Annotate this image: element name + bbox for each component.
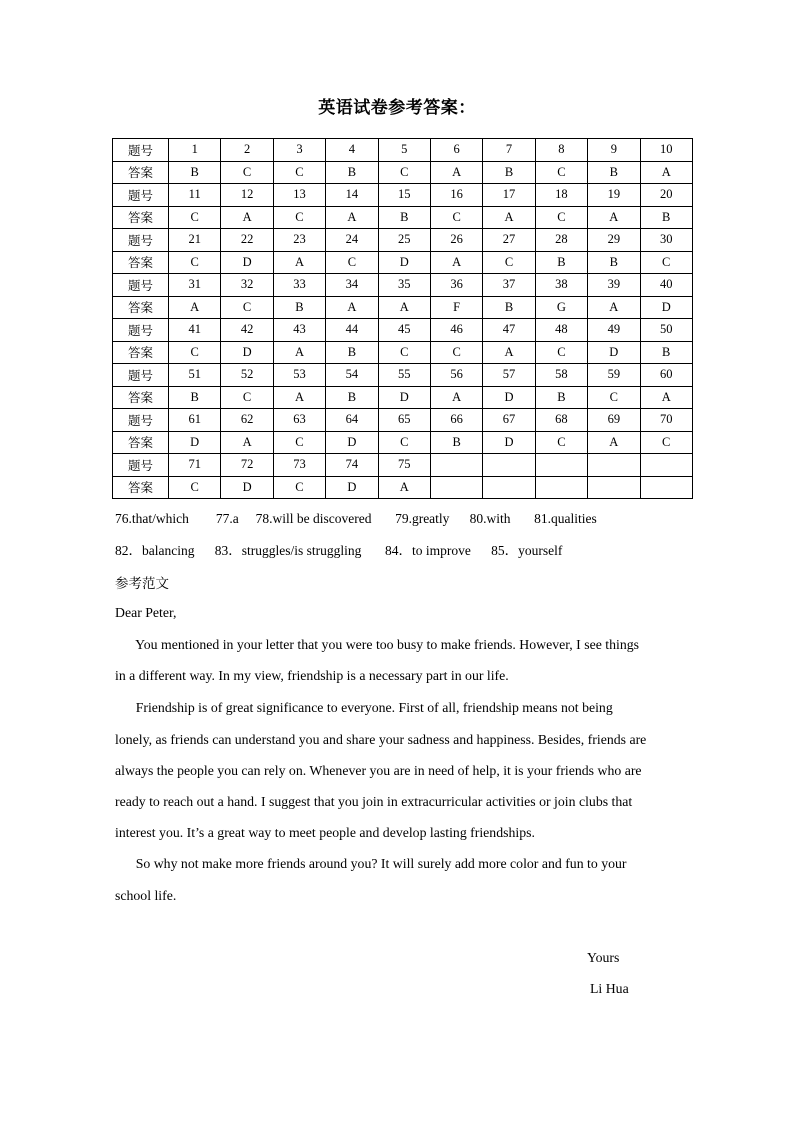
answer-cell: A bbox=[483, 206, 535, 229]
answer-cell: B bbox=[169, 386, 221, 409]
answer-cell: C bbox=[535, 206, 587, 229]
answer-cell: D bbox=[221, 341, 273, 364]
fill-in-blank-line-82-85: 82．balancing 83．struggles/is struggling 84．to improve 85．yourself bbox=[115, 543, 563, 558]
question-number-cell: 54 bbox=[326, 364, 378, 387]
answer-cell: C bbox=[378, 161, 430, 184]
letter-salutation: Dear Peter, bbox=[115, 605, 177, 620]
question-number-cell: 35 bbox=[378, 274, 430, 297]
question-number-cell: 37 bbox=[483, 274, 535, 297]
answer-cell bbox=[588, 476, 640, 499]
table-row bbox=[113, 184, 693, 207]
table-row bbox=[113, 296, 693, 319]
table-row bbox=[113, 229, 693, 252]
table-row bbox=[113, 161, 693, 184]
question-number-cell: 29 bbox=[588, 229, 640, 252]
answer-cell: A bbox=[169, 296, 221, 319]
question-number-cell: 31 bbox=[169, 274, 221, 297]
answer-cell: A bbox=[640, 386, 692, 409]
answer-cell: B bbox=[640, 341, 692, 364]
question-number-cell: 59 bbox=[588, 364, 640, 387]
question-number-cell: 45 bbox=[378, 319, 430, 342]
question-number-cell: 20 bbox=[640, 184, 692, 207]
answer-cell: C bbox=[535, 341, 587, 364]
answer-cell: D bbox=[169, 431, 221, 454]
question-number-cell: 34 bbox=[326, 274, 378, 297]
row-label-answer: 答案 bbox=[113, 296, 169, 319]
question-number-cell: 53 bbox=[273, 364, 325, 387]
fill-in-blank-line-76-81: 76.that/which 77.a 78.will be discovered 79.greatly 80.with 81.qualities bbox=[115, 511, 597, 526]
question-number-cell: 7 bbox=[483, 139, 535, 162]
question-number-cell: 21 bbox=[169, 229, 221, 252]
question-number-cell: 19 bbox=[588, 184, 640, 207]
table-row bbox=[113, 409, 693, 432]
answer-cell: C bbox=[221, 296, 273, 319]
question-number-cell: 60 bbox=[640, 364, 692, 387]
table-row bbox=[113, 139, 693, 162]
question-number-cell: 48 bbox=[535, 319, 587, 342]
answer-cell: A bbox=[430, 386, 482, 409]
answer-cell: A bbox=[273, 341, 325, 364]
answer-cell: D bbox=[326, 476, 378, 499]
question-number-cell: 28 bbox=[535, 229, 587, 252]
question-number-cell: 42 bbox=[221, 319, 273, 342]
table-row bbox=[113, 206, 693, 229]
answer-cell: B bbox=[535, 386, 587, 409]
answer-cell: F bbox=[430, 296, 482, 319]
question-number-cell: 47 bbox=[483, 319, 535, 342]
question-number-cell: 69 bbox=[588, 409, 640, 432]
answer-cell: D bbox=[483, 386, 535, 409]
answer-key-table bbox=[112, 138, 693, 499]
answer-cell: A bbox=[430, 161, 482, 184]
row-label-answer: 答案 bbox=[113, 251, 169, 274]
answer-cell: C bbox=[273, 161, 325, 184]
answer-cell: B bbox=[169, 161, 221, 184]
question-number-cell: 1 bbox=[169, 139, 221, 162]
question-number-cell: 57 bbox=[483, 364, 535, 387]
question-number-cell: 26 bbox=[430, 229, 482, 252]
answer-cell: C bbox=[169, 206, 221, 229]
answer-cell: D bbox=[326, 431, 378, 454]
question-number-cell: 10 bbox=[640, 139, 692, 162]
question-number-cell bbox=[588, 454, 640, 477]
question-number-cell: 71 bbox=[169, 454, 221, 477]
answer-cell: G bbox=[535, 296, 587, 319]
answer-cell: A bbox=[326, 206, 378, 229]
question-number-cell: 15 bbox=[378, 184, 430, 207]
table-row bbox=[113, 274, 693, 297]
row-label-question-number: 题号 bbox=[113, 139, 169, 162]
row-label-answer: 答案 bbox=[113, 476, 169, 499]
letter-paragraph2-line3: always the people you can rely on. Whenever you are in need of help, it is your friends who are bbox=[115, 763, 642, 778]
letter-paragraph3-line1: So why not make more friends around you? It will surely add more color and fun to your bbox=[115, 856, 627, 871]
table-row bbox=[113, 476, 693, 499]
answer-cell: C bbox=[221, 386, 273, 409]
answer-cell: C bbox=[169, 251, 221, 274]
answer-cell: D bbox=[483, 431, 535, 454]
letter-paragraph2-line4: ready to reach out a hand. I suggest that you join in extracurricular activities or join clubs that bbox=[115, 794, 633, 809]
answer-cell: B bbox=[640, 206, 692, 229]
answer-cell: A bbox=[378, 476, 430, 499]
answer-cell: C bbox=[535, 161, 587, 184]
answer-cell: B bbox=[326, 341, 378, 364]
answer-cell: C bbox=[378, 431, 430, 454]
answer-cell: C bbox=[273, 206, 325, 229]
question-number-cell bbox=[535, 454, 587, 477]
answer-cell: C bbox=[169, 476, 221, 499]
question-number-cell: 22 bbox=[221, 229, 273, 252]
row-label-answer: 答案 bbox=[113, 431, 169, 454]
question-number-cell: 33 bbox=[273, 274, 325, 297]
question-number-cell: 3 bbox=[273, 139, 325, 162]
answer-cell: B bbox=[483, 161, 535, 184]
table-row bbox=[113, 454, 693, 477]
answer-cell: B bbox=[326, 161, 378, 184]
row-label-answer: 答案 bbox=[113, 386, 169, 409]
table-row bbox=[113, 319, 693, 342]
question-number-cell: 39 bbox=[588, 274, 640, 297]
row-label-question-number: 题号 bbox=[113, 229, 169, 252]
answer-cell: D bbox=[378, 251, 430, 274]
row-label-question-number: 题号 bbox=[113, 454, 169, 477]
answer-cell: B bbox=[535, 251, 587, 274]
answer-cell: C bbox=[273, 431, 325, 454]
table-row bbox=[113, 364, 693, 387]
question-number-cell: 12 bbox=[221, 184, 273, 207]
answer-cell bbox=[640, 476, 692, 499]
question-number-cell: 24 bbox=[326, 229, 378, 252]
answer-cell: C bbox=[221, 161, 273, 184]
question-number-cell: 50 bbox=[640, 319, 692, 342]
question-number-cell: 27 bbox=[483, 229, 535, 252]
question-number-cell: 40 bbox=[640, 274, 692, 297]
table-row bbox=[113, 251, 693, 274]
question-number-cell: 74 bbox=[326, 454, 378, 477]
question-number-cell: 17 bbox=[483, 184, 535, 207]
question-number-cell: 14 bbox=[326, 184, 378, 207]
answer-cell: A bbox=[273, 251, 325, 274]
answer-cell: A bbox=[483, 341, 535, 364]
answer-cell: C bbox=[378, 341, 430, 364]
question-number-cell: 2 bbox=[221, 139, 273, 162]
answer-cell: D bbox=[640, 296, 692, 319]
answer-cell: D bbox=[221, 251, 273, 274]
answer-cell: B bbox=[273, 296, 325, 319]
question-number-cell: 56 bbox=[430, 364, 482, 387]
answer-cell: D bbox=[378, 386, 430, 409]
question-number-cell: 51 bbox=[169, 364, 221, 387]
letter-paragraph2-line2: lonely, as friends can understand you and share your sadness and happiness. Besides, friends are bbox=[115, 732, 647, 747]
answer-cell: A bbox=[326, 296, 378, 319]
answer-cell: A bbox=[221, 431, 273, 454]
answer-cell: A bbox=[588, 296, 640, 319]
letter-signature-name: Li Hua bbox=[590, 981, 629, 996]
page-title: 英语试卷参考答案： bbox=[318, 98, 476, 118]
row-label-answer: 答案 bbox=[113, 206, 169, 229]
answer-cell: A bbox=[430, 251, 482, 274]
answer-cell bbox=[535, 476, 587, 499]
question-number-cell: 64 bbox=[326, 409, 378, 432]
answer-cell: C bbox=[535, 431, 587, 454]
answer-cell: C bbox=[640, 431, 692, 454]
question-number-cell: 9 bbox=[588, 139, 640, 162]
row-label-question-number: 题号 bbox=[113, 409, 169, 432]
row-label-question-number: 题号 bbox=[113, 184, 169, 207]
answer-cell: C bbox=[430, 206, 482, 229]
row-label-question-number: 题号 bbox=[113, 364, 169, 387]
question-number-cell: 16 bbox=[430, 184, 482, 207]
letter-signature-closing: Yours bbox=[587, 950, 620, 965]
question-number-cell: 32 bbox=[221, 274, 273, 297]
question-number-cell: 65 bbox=[378, 409, 430, 432]
question-number-cell: 6 bbox=[430, 139, 482, 162]
question-number-cell: 8 bbox=[535, 139, 587, 162]
answer-cell: C bbox=[169, 341, 221, 364]
question-number-cell: 36 bbox=[430, 274, 482, 297]
answer-cell: C bbox=[430, 341, 482, 364]
table-row bbox=[113, 386, 693, 409]
question-number-cell: 4 bbox=[326, 139, 378, 162]
question-number-cell: 72 bbox=[221, 454, 273, 477]
question-number-cell: 46 bbox=[430, 319, 482, 342]
answer-cell: A bbox=[378, 296, 430, 319]
letter-paragraph2-line5: interest you. It’s a great way to meet people and develop lasting friendships. bbox=[115, 825, 535, 840]
question-number-cell: 61 bbox=[169, 409, 221, 432]
question-number-cell: 68 bbox=[535, 409, 587, 432]
question-number-cell: 43 bbox=[273, 319, 325, 342]
answer-cell: A bbox=[640, 161, 692, 184]
answer-cell: C bbox=[588, 386, 640, 409]
row-label-answer: 答案 bbox=[113, 161, 169, 184]
table-row bbox=[113, 341, 693, 364]
row-label-question-number: 题号 bbox=[113, 274, 169, 297]
answer-cell: A bbox=[588, 431, 640, 454]
answer-cell: C bbox=[326, 251, 378, 274]
question-number-cell: 62 bbox=[221, 409, 273, 432]
question-number-cell bbox=[430, 454, 482, 477]
question-number-cell: 23 bbox=[273, 229, 325, 252]
letter-paragraph1-line2: in a different way. In my view, friendship is a necessary part in our life. bbox=[115, 668, 509, 683]
question-number-cell: 18 bbox=[535, 184, 587, 207]
question-number-cell bbox=[483, 454, 535, 477]
question-number-cell: 49 bbox=[588, 319, 640, 342]
answer-cell: B bbox=[430, 431, 482, 454]
answer-cell: D bbox=[588, 341, 640, 364]
question-number-cell: 52 bbox=[221, 364, 273, 387]
answer-cell: C bbox=[640, 251, 692, 274]
answer-cell: A bbox=[588, 206, 640, 229]
row-label-question-number: 题号 bbox=[113, 319, 169, 342]
letter-paragraph2-line1: Friendship is of great significance to everyone. First of all, friendship means not being bbox=[115, 700, 613, 715]
question-number-cell: 70 bbox=[640, 409, 692, 432]
table-row bbox=[113, 431, 693, 454]
answer-cell: A bbox=[273, 386, 325, 409]
answer-cell: B bbox=[483, 296, 535, 319]
question-number-cell: 73 bbox=[273, 454, 325, 477]
answer-cell bbox=[483, 476, 535, 499]
question-number-cell: 5 bbox=[378, 139, 430, 162]
answer-cell: B bbox=[378, 206, 430, 229]
question-number-cell: 55 bbox=[378, 364, 430, 387]
answer-cell: C bbox=[273, 476, 325, 499]
question-number-cell: 67 bbox=[483, 409, 535, 432]
answer-cell: B bbox=[326, 386, 378, 409]
question-number-cell: 41 bbox=[169, 319, 221, 342]
question-number-cell: 63 bbox=[273, 409, 325, 432]
answer-cell: B bbox=[588, 161, 640, 184]
sample-composition-heading: 参考范文 bbox=[115, 576, 169, 592]
question-number-cell: 58 bbox=[535, 364, 587, 387]
question-number-cell: 44 bbox=[326, 319, 378, 342]
letter-paragraph3-line2: school life. bbox=[115, 888, 177, 903]
answer-cell bbox=[430, 476, 482, 499]
answer-cell: A bbox=[221, 206, 273, 229]
answer-cell: C bbox=[483, 251, 535, 274]
question-number-cell: 25 bbox=[378, 229, 430, 252]
question-number-cell: 11 bbox=[169, 184, 221, 207]
question-number-cell: 30 bbox=[640, 229, 692, 252]
answer-cell: D bbox=[221, 476, 273, 499]
question-number-cell: 75 bbox=[378, 454, 430, 477]
answer-cell: B bbox=[588, 251, 640, 274]
question-number-cell bbox=[640, 454, 692, 477]
row-label-answer: 答案 bbox=[113, 341, 169, 364]
letter-paragraph1-line1: You mentioned in your letter that you were too busy to make friends. However, I see things bbox=[115, 637, 640, 652]
question-number-cell: 13 bbox=[273, 184, 325, 207]
question-number-cell: 66 bbox=[430, 409, 482, 432]
question-number-cell: 38 bbox=[535, 274, 587, 297]
